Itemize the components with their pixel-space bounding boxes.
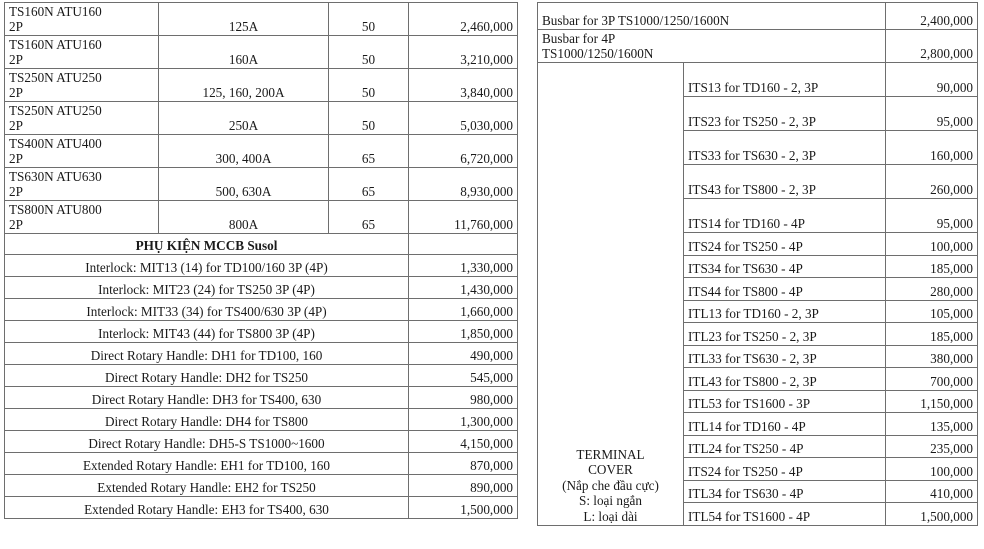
table-row	[5, 69, 518, 102]
breaker-price: 5,030,000	[409, 102, 518, 135]
accessory-description: Extended Rotary Handle: EH3 for TS400, 630	[5, 497, 409, 519]
mccb-table-body	[5, 3, 518, 519]
table-row	[5, 36, 518, 69]
terminal-cover-description: ITL13 for TD160 - 2, 3P	[684, 300, 886, 323]
accessory-price: 1,850,000	[409, 321, 518, 343]
breaker-model: TS630N ATU630 2P	[5, 168, 159, 201]
table-row	[538, 30, 978, 63]
breaker-icu: 50	[329, 69, 409, 102]
accessory-description: Direct Rotary Handle: DH2 for TS250	[5, 365, 409, 387]
breaker-model: TS160N ATU160 2P	[5, 3, 159, 36]
table-row	[5, 365, 518, 387]
breaker-price: 8,930,000	[409, 168, 518, 201]
table-row	[5, 497, 518, 519]
table-row	[5, 475, 518, 497]
terminal-cover-description: ITS24 for TS250 - 4P	[684, 458, 886, 481]
breaker-rating: 160A	[159, 36, 329, 69]
accessory-description: Direct Rotary Handle: DH4 for TS800	[5, 409, 409, 431]
table-row	[5, 201, 518, 234]
section-header-row	[5, 234, 518, 255]
accessory-price: 1,300,000	[409, 409, 518, 431]
terminal-cover-price: 235,000	[886, 435, 978, 458]
table-row	[5, 453, 518, 475]
accessory-price: 4,150,000	[409, 431, 518, 453]
terminal-cover-description: ITL43 for TS800 - 2, 3P	[684, 368, 886, 391]
breaker-rating: 125A	[159, 3, 329, 36]
breaker-icu: 50	[329, 36, 409, 69]
accessory-description: Direct Rotary Handle: DH1 for TD100, 160	[5, 343, 409, 365]
accessory-table-body	[538, 3, 978, 526]
section-title-spacer	[409, 234, 518, 255]
table-row	[5, 387, 518, 409]
breaker-price: 2,460,000	[409, 3, 518, 36]
breaker-price: 6,720,000	[409, 135, 518, 168]
table-row	[5, 343, 518, 365]
terminal-cover-price: 700,000	[886, 368, 978, 391]
terminal-cover-price: 185,000	[886, 255, 978, 278]
terminal-cover-description: ITS14 for TD160 - 4P	[684, 199, 886, 233]
terminal-cover-description: ITL34 for TS630 - 4P	[684, 480, 886, 503]
breaker-model: TS400N ATU400 2P	[5, 135, 159, 168]
table-row	[5, 299, 518, 321]
breaker-icu: 50	[329, 3, 409, 36]
table-row	[538, 63, 978, 97]
breaker-icu: 65	[329, 168, 409, 201]
table-row	[5, 3, 518, 36]
accessory-price-table	[537, 2, 978, 526]
terminal-cover-description: ITS33 for TS630 - 2, 3P	[684, 131, 886, 165]
terminal-cover-description: ITL14 for TD160 - 4P	[684, 413, 886, 436]
terminal-cover-description: ITS44 for TS800 - 4P	[684, 278, 886, 301]
section-title: PHỤ KIỆN MCCB Susol	[5, 234, 409, 255]
accessory-price: 980,000	[409, 387, 518, 409]
terminal-cover-price: 380,000	[886, 345, 978, 368]
accessory-price: 1,330,000	[409, 255, 518, 277]
terminal-cover-description: ITL23 for TS250 - 2, 3P	[684, 323, 886, 346]
accessory-price: 545,000	[409, 365, 518, 387]
terminal-cover-description: ITL53 for TS1600 - 3P	[684, 390, 886, 413]
terminal-cover-price: 100,000	[886, 458, 978, 481]
table-row	[5, 168, 518, 201]
terminal-cover-price: 95,000	[886, 97, 978, 131]
breaker-icu: 65	[329, 135, 409, 168]
busbar-description: Busbar for 3P TS1000/1250/1600N	[538, 3, 886, 30]
terminal-cover-price: 185,000	[886, 323, 978, 346]
busbar-description: Busbar for 4P TS1000/1250/1600N	[538, 30, 886, 63]
breaker-model: TS160N ATU160 2P	[5, 36, 159, 69]
terminal-cover-price: 1,150,000	[886, 390, 978, 413]
terminal-cover-price: 95,000	[886, 199, 978, 233]
accessory-description: Extended Rotary Handle: EH2 for TS250	[5, 475, 409, 497]
accessory-price: 870,000	[409, 453, 518, 475]
terminal-cover-price: 90,000	[886, 63, 978, 97]
terminal-cover-description: ITL33 for TS630 - 2, 3P	[684, 345, 886, 368]
breaker-price: 3,840,000	[409, 69, 518, 102]
table-row	[5, 409, 518, 431]
terminal-cover-description: ITL24 for TS250 - 4P	[684, 435, 886, 458]
accessory-description: Extended Rotary Handle: EH1 for TD100, 160	[5, 453, 409, 475]
table-row	[5, 135, 518, 168]
table-row	[5, 321, 518, 343]
breaker-model: TS250N ATU250 2P	[5, 69, 159, 102]
accessory-price: 1,430,000	[409, 277, 518, 299]
terminal-cover-description: ITS23 for TS250 - 2, 3P	[684, 97, 886, 131]
terminal-cover-price: 280,000	[886, 278, 978, 301]
breaker-rating: 125, 160, 200A	[159, 69, 329, 102]
table-row	[5, 255, 518, 277]
accessory-description: Interlock: MIT43 (44) for TS800 3P (4P)	[5, 321, 409, 343]
table-row	[5, 102, 518, 135]
accessory-description: Interlock: MIT13 (14) for TD100/160 3P (4P)	[5, 255, 409, 277]
terminal-cover-price: 1,500,000	[886, 503, 978, 526]
accessory-price: 1,500,000	[409, 497, 518, 519]
busbar-price: 2,800,000	[886, 30, 978, 63]
terminal-cover-description: ITS43 for TS800 - 2, 3P	[684, 165, 886, 199]
terminal-cover-description: ITS13 for TD160 - 2, 3P	[684, 63, 886, 97]
terminal-cover-description: ITL54 for TS1600 - 4P	[684, 503, 886, 526]
terminal-cover-price: 135,000	[886, 413, 978, 436]
table-row	[5, 277, 518, 299]
breaker-icu: 65	[329, 201, 409, 234]
accessory-price: 490,000	[409, 343, 518, 365]
terminal-cover-price: 260,000	[886, 165, 978, 199]
table-row	[5, 431, 518, 453]
breaker-rating: 500, 630A	[159, 168, 329, 201]
breaker-price: 11,760,000	[409, 201, 518, 234]
accessory-description: Direct Rotary Handle: DH5-S TS1000~1600	[5, 431, 409, 453]
terminal-cover-price: 100,000	[886, 233, 978, 256]
accessory-description: Direct Rotary Handle: DH3 for TS400, 630	[5, 387, 409, 409]
breaker-model: TS800N ATU800 2P	[5, 201, 159, 234]
accessory-price: 1,660,000	[409, 299, 518, 321]
accessory-price: 890,000	[409, 475, 518, 497]
breaker-rating: 800A	[159, 201, 329, 234]
accessory-description: Interlock: MIT33 (34) for TS400/630 3P (4P)	[5, 299, 409, 321]
terminal-cover-price: 410,000	[886, 480, 978, 503]
breaker-icu: 50	[329, 102, 409, 135]
accessory-description: Interlock: MIT23 (24) for TS250 3P (4P)	[5, 277, 409, 299]
terminal-cover-price: 160,000	[886, 131, 978, 165]
terminal-cover-description: ITS34 for TS630 - 4P	[684, 255, 886, 278]
breaker-price: 3,210,000	[409, 36, 518, 69]
mccb-price-table	[4, 2, 518, 519]
breaker-rating: 300, 400A	[159, 135, 329, 168]
busbar-price: 2,400,000	[886, 3, 978, 30]
terminal-cover-description: ITS24 for TS250 - 4P	[684, 233, 886, 256]
table-row	[538, 3, 978, 30]
breaker-model: TS250N ATU250 2P	[5, 102, 159, 135]
breaker-rating: 250A	[159, 102, 329, 135]
terminal-cover-price: 105,000	[886, 300, 978, 323]
terminal-cover-group-label: TERMINAL COVER (Nắp che đầu cực) S: loại ngắn L: loại dài	[538, 63, 684, 526]
